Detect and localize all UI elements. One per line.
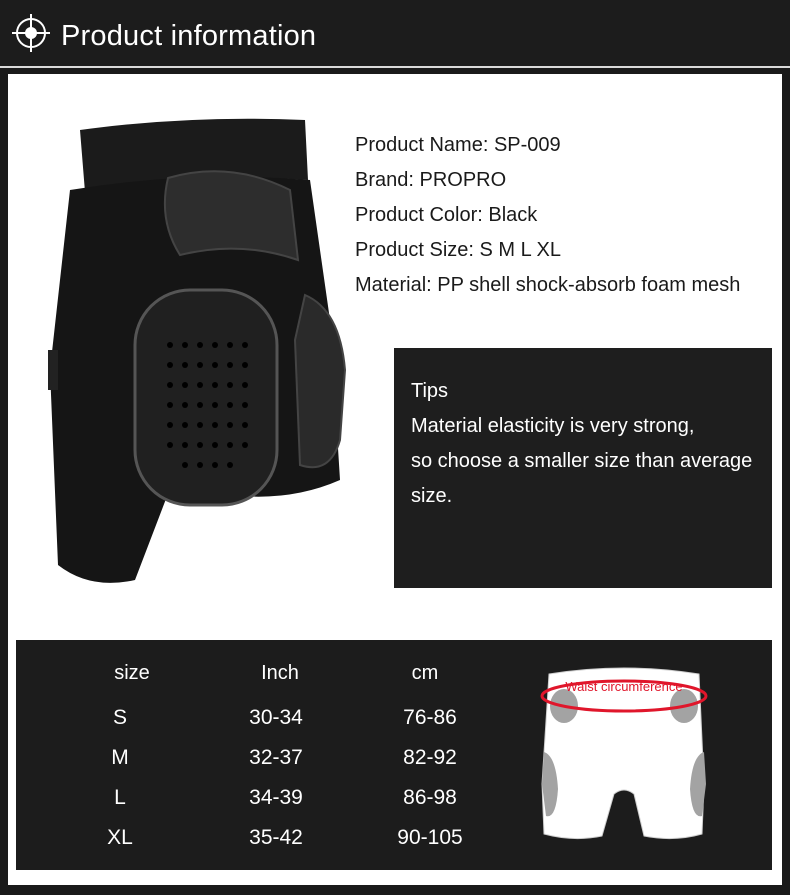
table-cell-cm: 86-98 [403, 786, 457, 809]
tips-title: Tips [411, 380, 449, 402]
waist-label: Waist circumference [565, 679, 683, 694]
table-cell-size: M [111, 746, 129, 769]
page-title: Product information [61, 20, 317, 52]
tips-line-3: size. [411, 485, 453, 507]
table-cell-inch: 34-39 [249, 786, 303, 809]
size-table [16, 640, 516, 870]
table-cell-cm: 82-92 [403, 746, 457, 769]
table-cell-inch: 35-42 [249, 826, 303, 849]
table-cell-size: XL [107, 826, 133, 849]
table-cell-size: L [114, 786, 126, 809]
table-cell-cm: 90-105 [397, 826, 463, 849]
page-header [0, 0, 790, 68]
spec-material: Material: PP shell shock-absorb foam mesh [355, 274, 741, 296]
spec-color: Product Color: Black [355, 204, 538, 226]
product-specs [355, 128, 740, 303]
tips-box [394, 348, 772, 588]
size-chart [16, 640, 772, 870]
table-cell-cm: 76-86 [403, 706, 457, 729]
spec-product-name: Product Name: SP-009 [355, 134, 561, 156]
table-header-inch: Inch [261, 662, 299, 684]
tips-line-1: Material elasticity is very strong, [411, 415, 695, 437]
table-cell-inch: 30-34 [249, 706, 303, 729]
table-header-cm: cm [411, 662, 439, 684]
spec-size: Product Size: S M L XL [355, 239, 562, 261]
tips-line-2: so choose a smaller size than average [411, 450, 753, 472]
crosshair-icon [10, 12, 52, 54]
table-header-size: size [114, 662, 150, 684]
table-cell-size: S [112, 706, 127, 729]
spec-brand: Brand: PROPRO [355, 169, 507, 191]
product-photo [40, 110, 370, 610]
waist-diagram [524, 654, 724, 854]
table-cell-inch: 32-37 [249, 746, 303, 769]
